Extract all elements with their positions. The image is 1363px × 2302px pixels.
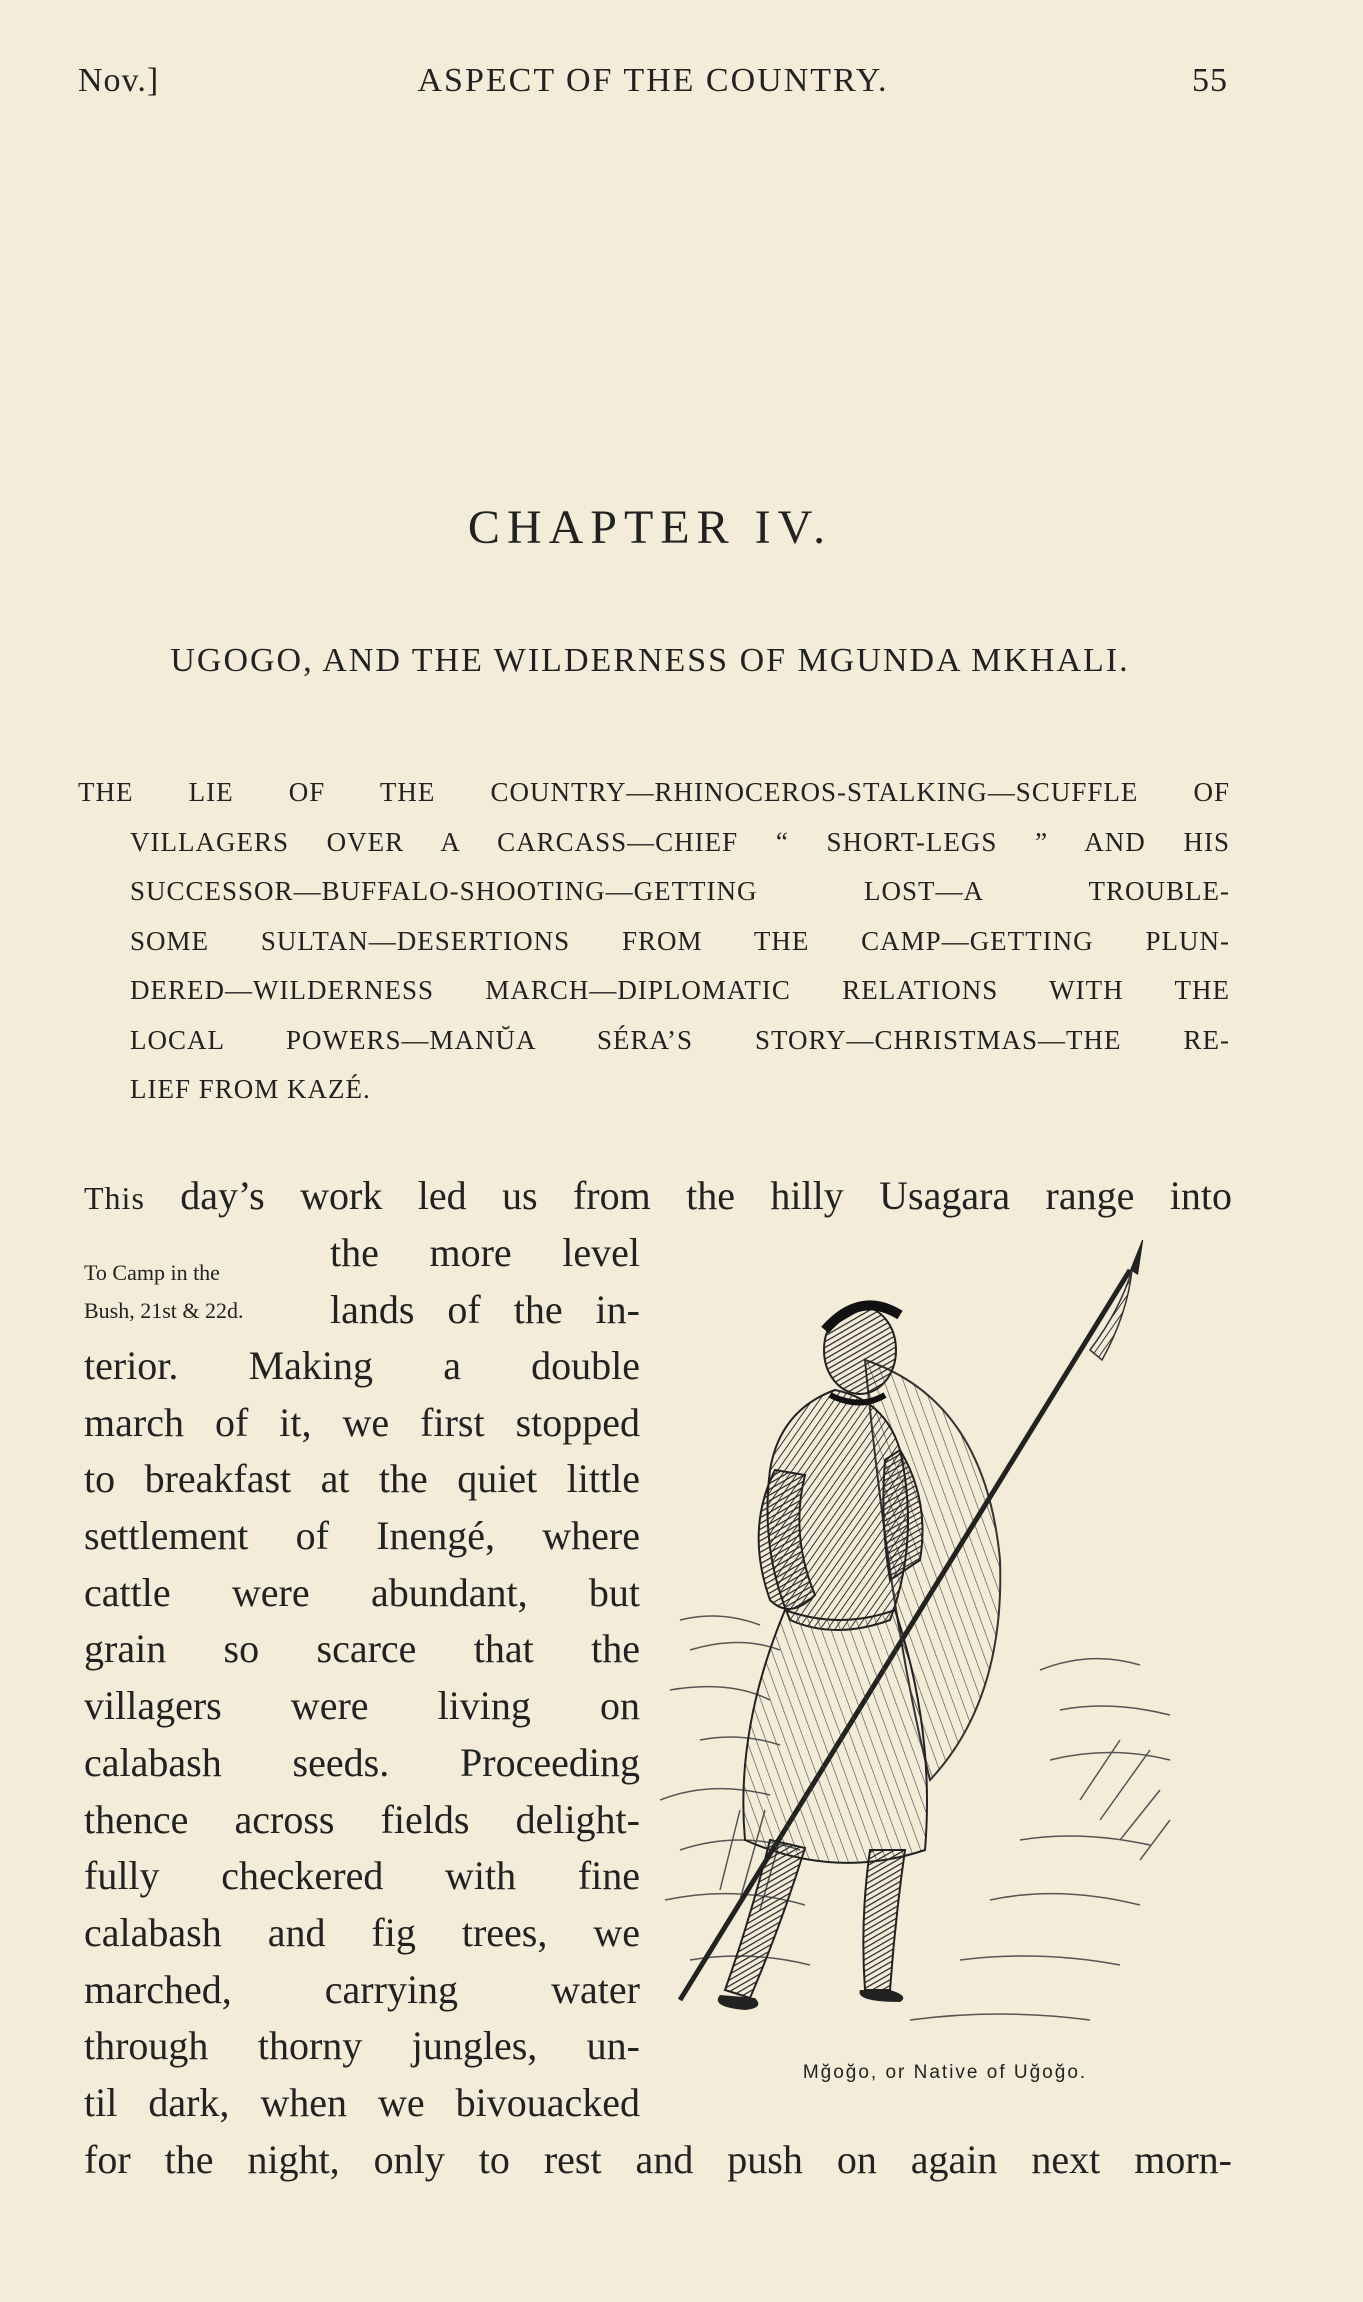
margin-note-line-2: Bush, 21st & 22d.: [84, 1298, 244, 1323]
margin-note: [84, 1254, 244, 1330]
body-line: fully checkered with fine: [84, 1853, 640, 1899]
running-head: [78, 62, 1228, 112]
body-narrow-top: [330, 1225, 640, 1338]
body-last-line: [84, 2132, 1232, 2189]
body-line: for the night, only to rest and push on again next morn-: [84, 2137, 1232, 2182]
body-line: villagers were living on: [84, 1683, 640, 1729]
body-line: terior. Making a double: [84, 1343, 640, 1388]
body-line: through thorny jungles, un-: [84, 2023, 640, 2069]
running-head-title: ASPECT OF THE COUNTRY.: [417, 62, 889, 99]
body-first-line: [84, 1168, 1232, 1225]
body-line: calabash seeds. Proceeding: [84, 1739, 640, 1785]
right-leg: [863, 1850, 905, 1990]
margin-note-line-1: To Camp in the: [84, 1260, 220, 1285]
body-column: [84, 1338, 640, 2132]
synopsis-line: THE LIE OF THE COUNTRY—RHINOCEROS-STALKING—SCUFFLE OF: [78, 777, 1230, 807]
chapter-title: CHAPTER IV.: [467, 501, 833, 554]
synopsis-line: VILLAGERS OVER A CARCASS—CHIEF “ SHORT-LEGS ” AND HIS: [130, 826, 1230, 857]
synopsis-line: DERED—WILDERNESS MARCH—DIPLOMATIC RELATIONS WITH THE: [130, 975, 1230, 1005]
first-line-text: day’s work led us from the hilly Usagara range into: [144, 1173, 1232, 1218]
chapter-subtitle: UGOGO, AND THE WILDERNESS OF MGUNDA MKHALI.: [170, 642, 1130, 679]
body-line: lands of the in-: [330, 1286, 640, 1332]
body-line: settlement of Inengé, where: [84, 1513, 640, 1559]
engraving-illustration: [660, 1240, 1220, 2070]
spear-blade: [1130, 1240, 1144, 1275]
synopsis-line: SUCCESSOR—BUFFALO-SHOOTING—GETTING LOST—A TROUBLE-: [130, 876, 1230, 906]
synopsis-line: LIEF FROM KAZÉ.: [130, 1074, 371, 1104]
body-line: cattle were abundant, but: [84, 1569, 640, 1615]
body-line: grain so scarce that the: [84, 1626, 640, 1672]
body-line: to breakfast at the quiet little: [84, 1456, 640, 1502]
body-line: til dark, when we bivouacked: [84, 2079, 640, 2125]
skirt: [743, 1610, 927, 1863]
synopsis-line: LOCAL POWERS—MANŬA SÉRA’S STORY—CHRISTMAS—THE RE-: [130, 1024, 1230, 1055]
body-line: thence across fields delight-: [84, 1796, 640, 1842]
running-head-date: Nov.]: [78, 62, 160, 99]
smallcaps-opening: This: [84, 1180, 145, 1216]
chapter-synopsis: [78, 768, 1230, 1115]
body-line: the more level: [330, 1230, 640, 1275]
body-line: march of it, we first stopped: [84, 1399, 640, 1445]
body-line: calabash and fig trees, we: [84, 1909, 640, 1955]
page-number: 55: [1192, 62, 1228, 99]
synopsis-line: SOME SULTAN—DESERTIONS FROM THE CAMP—GETTING PLUN-: [130, 925, 1230, 956]
left-leg: [725, 1840, 805, 1998]
illustration-caption: Mğoğo, or Native of Uğoğo.: [802, 2062, 1088, 2083]
body-line: marched, carrying water: [84, 1966, 640, 2012]
